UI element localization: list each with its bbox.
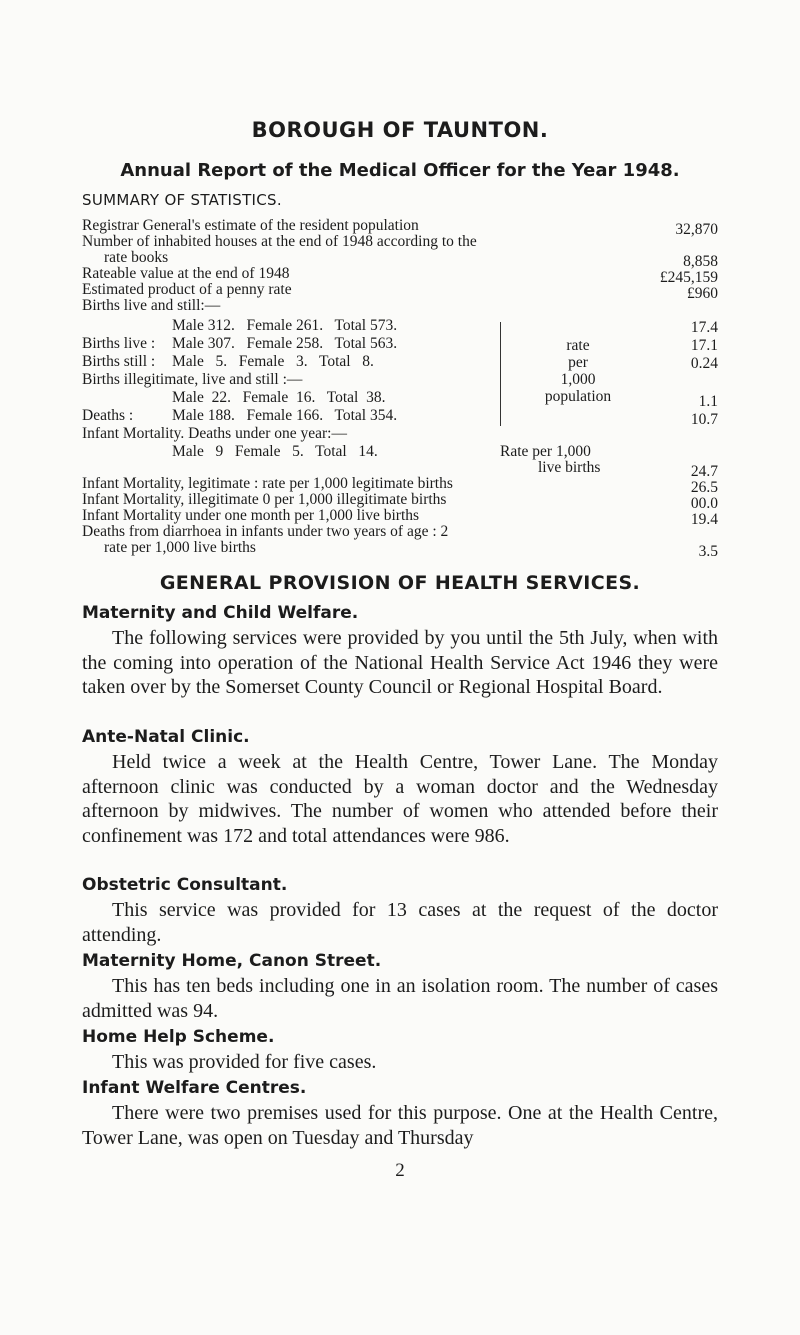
page-title: BOROUGH OF TAUNTON.: [251, 118, 549, 142]
rate-label-2: per: [568, 354, 588, 371]
illegitimate-value: 00.0: [690, 495, 718, 512]
home-help-text: This was provided for five cases.: [112, 1051, 377, 1073]
houses-value: 8,858: [683, 253, 718, 270]
penny-rate-label: Estimated product of a penny rate: [82, 281, 292, 298]
rate-label-4: population: [544, 388, 612, 405]
deaths-rate: 10.7: [690, 411, 718, 428]
births-live-label: Births live :: [82, 335, 156, 352]
obstetric-text: This service was provided for 13 cases at the request of the doctor attending.: [82, 899, 718, 946]
deaths-row: Male 188. Female 166. Total 354.: [172, 407, 398, 424]
infant-mortality-row: Male 9 Female 5. Total 14.: [172, 443, 378, 460]
home-help-heading: Home Help Scheme.: [82, 1027, 275, 1047]
births-illegitimate-row: Male 22. Female 16. Total 38.: [172, 389, 386, 406]
antenatal-text: Held twice a week at the Health Centre, Tower Lane. The Monday afternoon clinic was conducted by a woman doctor and the Wednesday afternoon by midwives. The number of women who attended before their confinement was 172 and total attendances were 986.: [82, 751, 718, 847]
legitimate-label: Infant Mortality, legitimate : rate per 1,000 legitimate births: [82, 475, 453, 492]
illegitimate-label: Infant Mortality, illegitimate 0 per 1,000 illegitimate births: [82, 491, 447, 508]
diarrhoea-value: 3.5: [698, 543, 718, 560]
houses-label-2: rate books: [104, 249, 169, 266]
births-still-rate: 0.24: [690, 355, 718, 372]
antenatal-heading: Ante-Natal Clinic.: [82, 727, 250, 747]
maternity-text: The following services were provided by you until the 5th July, when with the coming into operation of the National Health Service Act 1946 they were taken over by the Somerset County Council or Regional Hospital Board.: [82, 627, 718, 698]
infant-welfare-text: There were two premises used for this purpose. One at the Health Centre, Tower Lane, was open on Tuesday and Thursday: [82, 1102, 718, 1149]
legitimate-value: 26.5: [690, 479, 718, 496]
rate-bracket: [500, 322, 505, 426]
infant-rate-label-2: live births: [538, 459, 601, 476]
summary-heading: SUMMARY OF STATISTICS.: [82, 191, 282, 209]
illegitimate-heading: Births illegitimate, live and still :—: [82, 371, 303, 388]
maternity-home-heading: Maternity Home, Canon Street.: [82, 951, 382, 971]
report-subtitle: Annual Report of the Medical Officer for the Year 1948.: [120, 160, 680, 181]
births-live-row: Male 307. Female 258. Total 563.: [172, 335, 398, 352]
houses-label-1: Number of inhabited houses at the end of 1948 according to the: [82, 233, 477, 250]
births-all-rate: 17.4: [690, 319, 718, 336]
infant-rate-value: 24.7: [690, 463, 718, 480]
rate-label-3: 1,000: [560, 371, 596, 388]
births-all-row: Male 312. Female 261. Total 573.: [172, 317, 398, 334]
births-still-label: Births still :: [82, 353, 156, 370]
maternity-home-text: This has ten beds including one in an isolation room. The number of cases admitted was 94.: [82, 975, 718, 1022]
obstetric-heading: Obstetric Consultant.: [82, 875, 288, 895]
under-one-month-value: 19.4: [690, 511, 718, 528]
rate-label-1: rate: [566, 337, 590, 354]
infant-welfare-heading: Infant Welfare Centres.: [82, 1078, 307, 1098]
population-label: Registrar General's estimate of the resident population: [82, 217, 419, 234]
rateable-label: Rateable value at the end of 1948: [82, 265, 290, 282]
page-number: 2: [395, 1160, 405, 1181]
births-heading: Births live and still:—: [82, 297, 221, 314]
maternity-heading: Maternity and Child Welfare.: [82, 603, 359, 623]
rateable-value: £245,159: [659, 269, 718, 286]
deaths-label: Deaths :: [82, 407, 134, 424]
penny-rate-value: £960: [687, 285, 718, 302]
services-heading: GENERAL PROVISION OF HEALTH SERVICES.: [159, 572, 641, 594]
diarrhoea-label-1: Deaths from diarrhoea in infants under two years of age : 2: [82, 523, 449, 540]
diarrhoea-label-2: rate per 1,000 live births: [104, 539, 256, 556]
births-illegitimate-rate: 1.1: [698, 393, 718, 410]
births-still-row: Male 5. Female 3. Total 8.: [172, 353, 374, 370]
infant-rate-label-1: Rate per 1,000: [500, 443, 591, 460]
infant-mortality-heading: Infant Mortality. Deaths under one year:—: [82, 425, 347, 442]
births-live-rate: 17.1: [690, 337, 718, 354]
population-value: 32,870: [675, 221, 718, 238]
under-one-month-label: Infant Mortality under one month per 1,000 live births: [82, 507, 420, 524]
